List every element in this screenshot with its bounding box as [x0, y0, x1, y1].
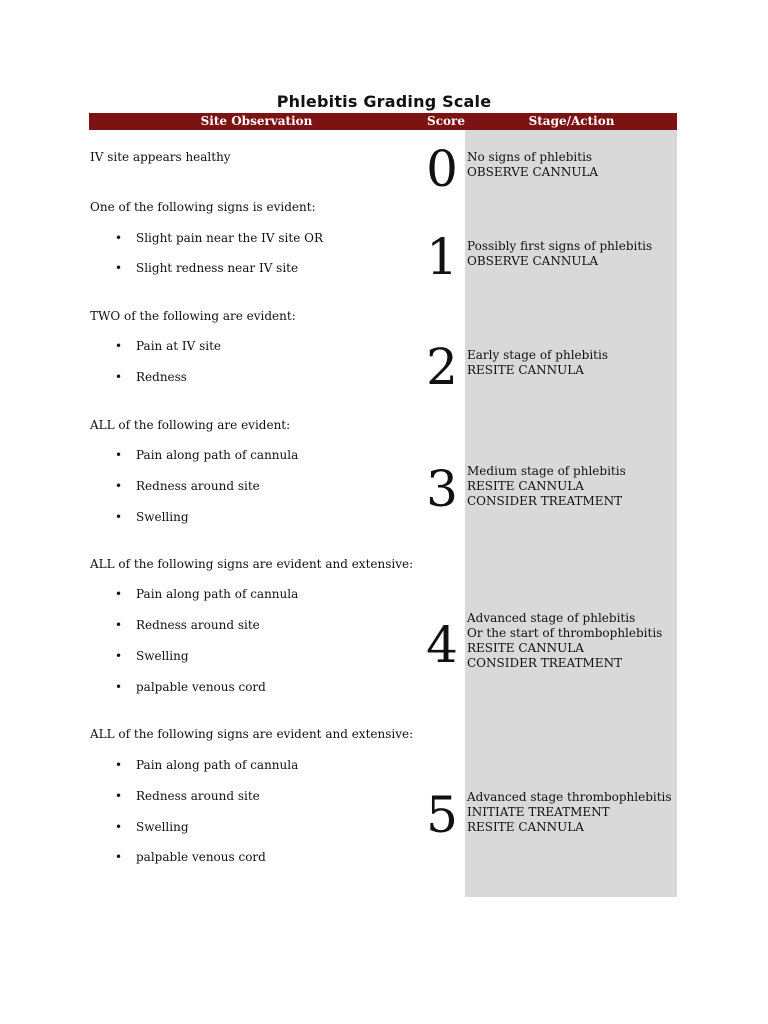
bullet-icon: • [115, 758, 123, 772]
action-line: INITIATE TREATMENT [467, 805, 610, 819]
action-line: No signs of phlebitis [467, 150, 593, 164]
score-value: 3 [426, 460, 458, 518]
sign-item: Swelling [136, 510, 189, 524]
stage-action [467, 239, 652, 269]
observation-text: ALL of the following are evident: [90, 418, 291, 432]
action-line: RESITE CANNULA [467, 363, 584, 377]
observation-text: IV site appears healthy [90, 150, 231, 164]
table-header [89, 113, 677, 130]
action-line: Or the start of thrombophlebitis [467, 626, 663, 640]
observation-text: ALL of the following signs are evident and extensive: [90, 727, 414, 741]
sign-item: Redness [136, 370, 187, 384]
sign-item: Redness around site [136, 789, 260, 803]
bullet-icon: • [115, 510, 123, 524]
action-line: Possibly first signs of phlebitis [467, 239, 653, 253]
bullet-icon: • [115, 680, 123, 694]
action-line: Advanced stage of phlebitis [467, 611, 636, 625]
bullet-icon: • [115, 231, 123, 245]
action-line: RESITE CANNULA [467, 820, 584, 834]
bullet-icon: • [115, 339, 123, 353]
header-site-observation: Site Observation [200, 114, 313, 128]
sign-item: Pain along path of cannula [136, 758, 299, 772]
sign-item: Slight redness near IV site [136, 261, 299, 275]
action-line: RESITE CANNULA [467, 641, 584, 655]
header-score: Score [427, 114, 465, 128]
observation-text: One of the following signs is evident: [90, 200, 316, 214]
action-line: Early stage of phlebitis [467, 348, 608, 362]
sign-item: Redness around site [136, 479, 260, 493]
action-line: OBSERVE CANNULA [467, 165, 599, 179]
action-line: CONSIDER TREATMENT [467, 494, 623, 508]
sign-item: Swelling [136, 649, 189, 663]
sign-item: Slight pain near the IV site OR [136, 231, 323, 245]
sign-item: Redness around site [136, 618, 260, 632]
bullet-icon: • [115, 618, 123, 632]
action-line: Medium stage of phlebitis [467, 464, 626, 478]
sign-item: palpable venous cord [136, 680, 266, 694]
stage-action [467, 611, 662, 671]
sign-item: Pain along path of cannula [136, 448, 299, 462]
stage-action [467, 348, 608, 378]
bullet-icon: • [115, 820, 123, 834]
bullet-icon: • [115, 479, 123, 493]
bullet-icon: • [115, 261, 123, 275]
score-value: 0 [426, 140, 458, 198]
score-value: 1 [426, 228, 458, 286]
page-title: Phlebitis Grading Scale [276, 92, 492, 111]
bullet-icon: • [115, 587, 123, 601]
sign-item: Pain at IV site [136, 339, 222, 353]
bullet-icon: • [115, 370, 123, 384]
score-value: 2 [426, 338, 458, 396]
sign-item: palpable venous cord [136, 850, 266, 864]
stage-action [467, 790, 672, 835]
action-line: RESITE CANNULA [467, 479, 584, 493]
header-stage-action: Stage/Action [528, 114, 615, 128]
action-line: OBSERVE CANNULA [467, 254, 599, 268]
observation-text: ALL of the following signs are evident and extensive: [90, 557, 414, 571]
stage-action [467, 464, 626, 509]
bullet-icon: • [115, 789, 123, 803]
sign-item: Swelling [136, 820, 189, 834]
sign-item: Pain along path of cannula [136, 587, 299, 601]
bullet-icon: • [115, 448, 123, 462]
bullet-icon: • [115, 649, 123, 663]
stage-action [467, 150, 598, 180]
score-value: 4 [426, 616, 458, 674]
bullet-icon: • [115, 850, 123, 864]
observation-text: TWO of the following are evident: [90, 309, 296, 323]
score-value: 5 [426, 786, 458, 844]
action-line: CONSIDER TREATMENT [467, 656, 623, 670]
action-line: Advanced stage thrombophlebitis [467, 790, 672, 804]
